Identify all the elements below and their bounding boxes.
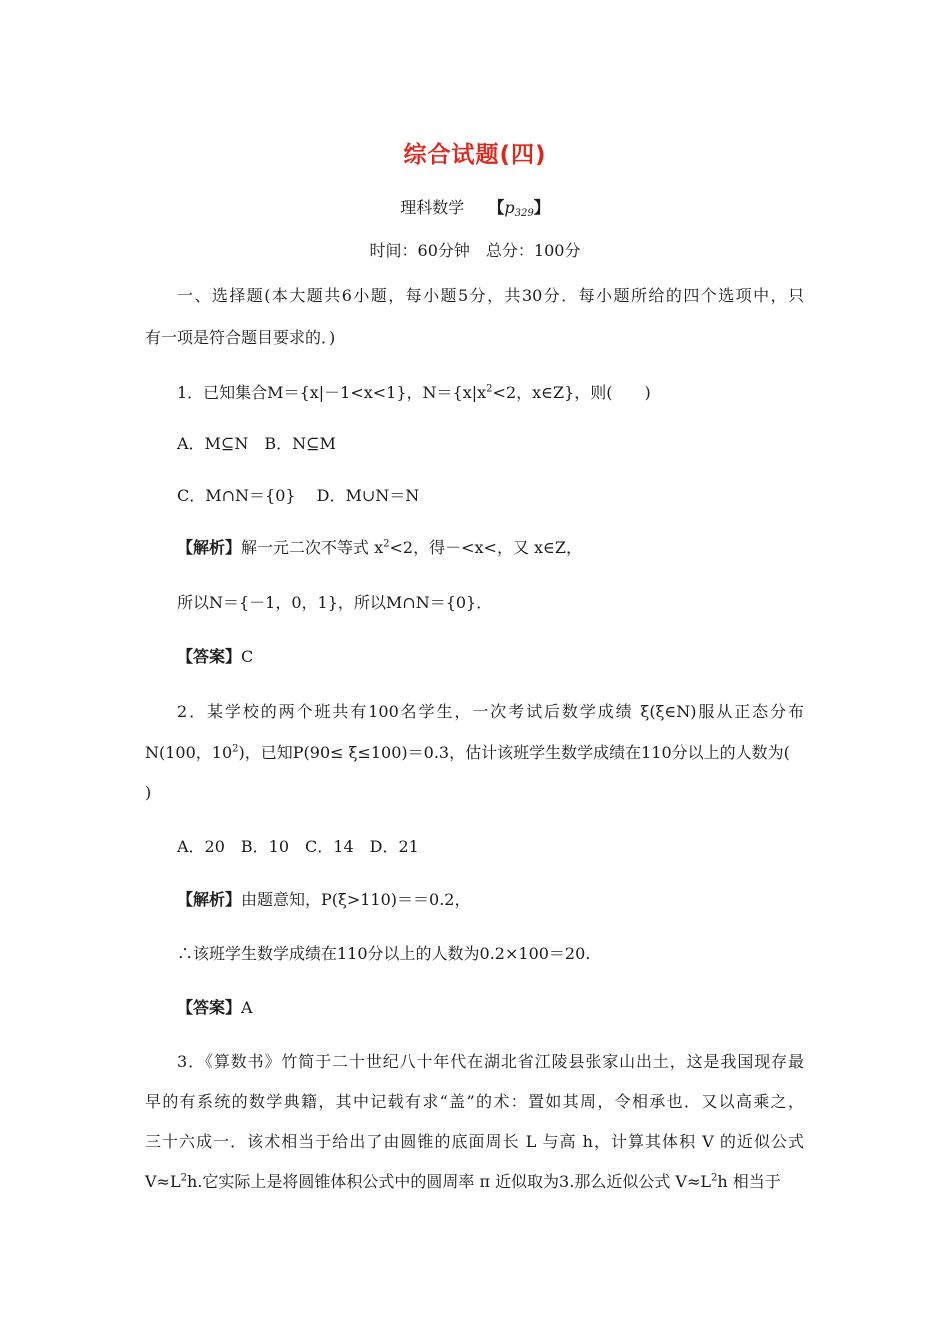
bracket-open: 【 bbox=[496, 198, 505, 217]
q3-line4-part2: h.它实际上是将圆锥体积公式中的圆周率 π 近似取为3.那么近似公式 V≈L bbox=[186, 1172, 711, 1191]
q2-solution-line2: ∴该班学生数学成绩在110分以上的人数为0.2×100＝20. bbox=[177, 944, 591, 963]
q1-solution-line1 bbox=[177, 537, 582, 559]
q2-stem-line3: ) bbox=[145, 783, 152, 802]
bracket-close: 】 bbox=[533, 198, 550, 217]
subject-label: 理科数学 bbox=[400, 198, 465, 217]
superscript-2: 2 bbox=[232, 743, 239, 755]
answer-label: 【答案】 bbox=[177, 647, 242, 666]
q2-stem-line1: 2．某学校的两个班共有100名学生，一次考试后数学成绩 ξ(ξ∈N)服从正态分布 bbox=[177, 702, 804, 721]
time-score-line: 时间：60分钟 总分：100分 bbox=[369, 241, 581, 260]
q3-stem-line2: 早的有系统的数学典籍，其中记载有求“盖”的术：置如其周，令相承也．又以高乘之， bbox=[145, 1092, 804, 1111]
q3-stem-line4 bbox=[145, 1171, 781, 1193]
q1-options-ab: A．M⊆N B．N⊆M bbox=[177, 434, 336, 453]
superscript-2: 2 bbox=[383, 538, 390, 550]
q2-stem-line2-part2: )，已知P(90≤ ξ≤100)＝0.3，估计该班学生数学成绩在110分以上的人数为( bbox=[238, 743, 790, 762]
q2-stem-line2 bbox=[145, 742, 790, 764]
q1-solution-part1: 解一元二次不等式 x bbox=[241, 538, 384, 557]
subject-line bbox=[0, 197, 950, 225]
section-heading-line1: 一、选择题(本大题共6小题，每小题5分，共30分．每小题所给的四个选项中，只 bbox=[177, 286, 804, 305]
q3-line4-part1: V≈L bbox=[145, 1172, 181, 1191]
superscript-2: 2 bbox=[180, 1172, 187, 1184]
page-ref-number: 329 bbox=[514, 208, 534, 219]
q2-answer-value: A bbox=[241, 998, 253, 1017]
q1-solution-part2: <2，得－<x<，又 x∈Z， bbox=[389, 538, 583, 557]
q1-stem-part1: 1．已知集合M＝{x|－1<x<1}，N＝{x|x bbox=[177, 383, 487, 402]
superscript-2: 2 bbox=[711, 1172, 718, 1184]
q3-line4-part3: h 相当于 bbox=[717, 1172, 781, 1191]
q3-stem-line3: 三十六成一．该术相当于给出了由圆锥的底面周长 L 与高 h，计算其体积 V 的近似公式 bbox=[145, 1132, 804, 1151]
q2-options: A．20 B．10 C．14 D．21 bbox=[177, 837, 419, 856]
q2-stem-line2-part1: N(100，10 bbox=[145, 743, 233, 762]
q3-stem-line1: 3．《算数书》竹简于二十世纪八十年代在湖北省江陵县张家山出土，这是我国现存最 bbox=[177, 1052, 804, 1071]
q1-answer-value: C bbox=[241, 647, 254, 666]
q2-answer bbox=[177, 997, 253, 1019]
solution-label: 【解析】 bbox=[177, 890, 242, 909]
q1-stem-part2: <2，x∈Z}，则( ) bbox=[492, 383, 651, 402]
solution-label: 【解析】 bbox=[177, 538, 242, 557]
superscript-2: 2 bbox=[486, 383, 493, 395]
page-title: 综合试题(四) bbox=[403, 142, 547, 168]
q2-solution-line1 bbox=[177, 889, 470, 911]
page-ref-letter: p bbox=[504, 198, 515, 217]
q1-answer bbox=[177, 646, 253, 668]
q2-solution-part1: 由题意知，P(ξ>110)＝＝0.2， bbox=[241, 890, 471, 909]
q1-options-cd: C．M∩N＝{0} D．M∪N＝N bbox=[177, 486, 420, 505]
answer-label: 【答案】 bbox=[177, 998, 242, 1017]
section-heading-line2: 有一项是符合题目要求的．) bbox=[145, 328, 336, 347]
q1-solution-line2: 所以N＝{－1，0，1}，所以M∩N＝{0}． bbox=[177, 593, 493, 612]
q1-stem bbox=[177, 382, 651, 404]
